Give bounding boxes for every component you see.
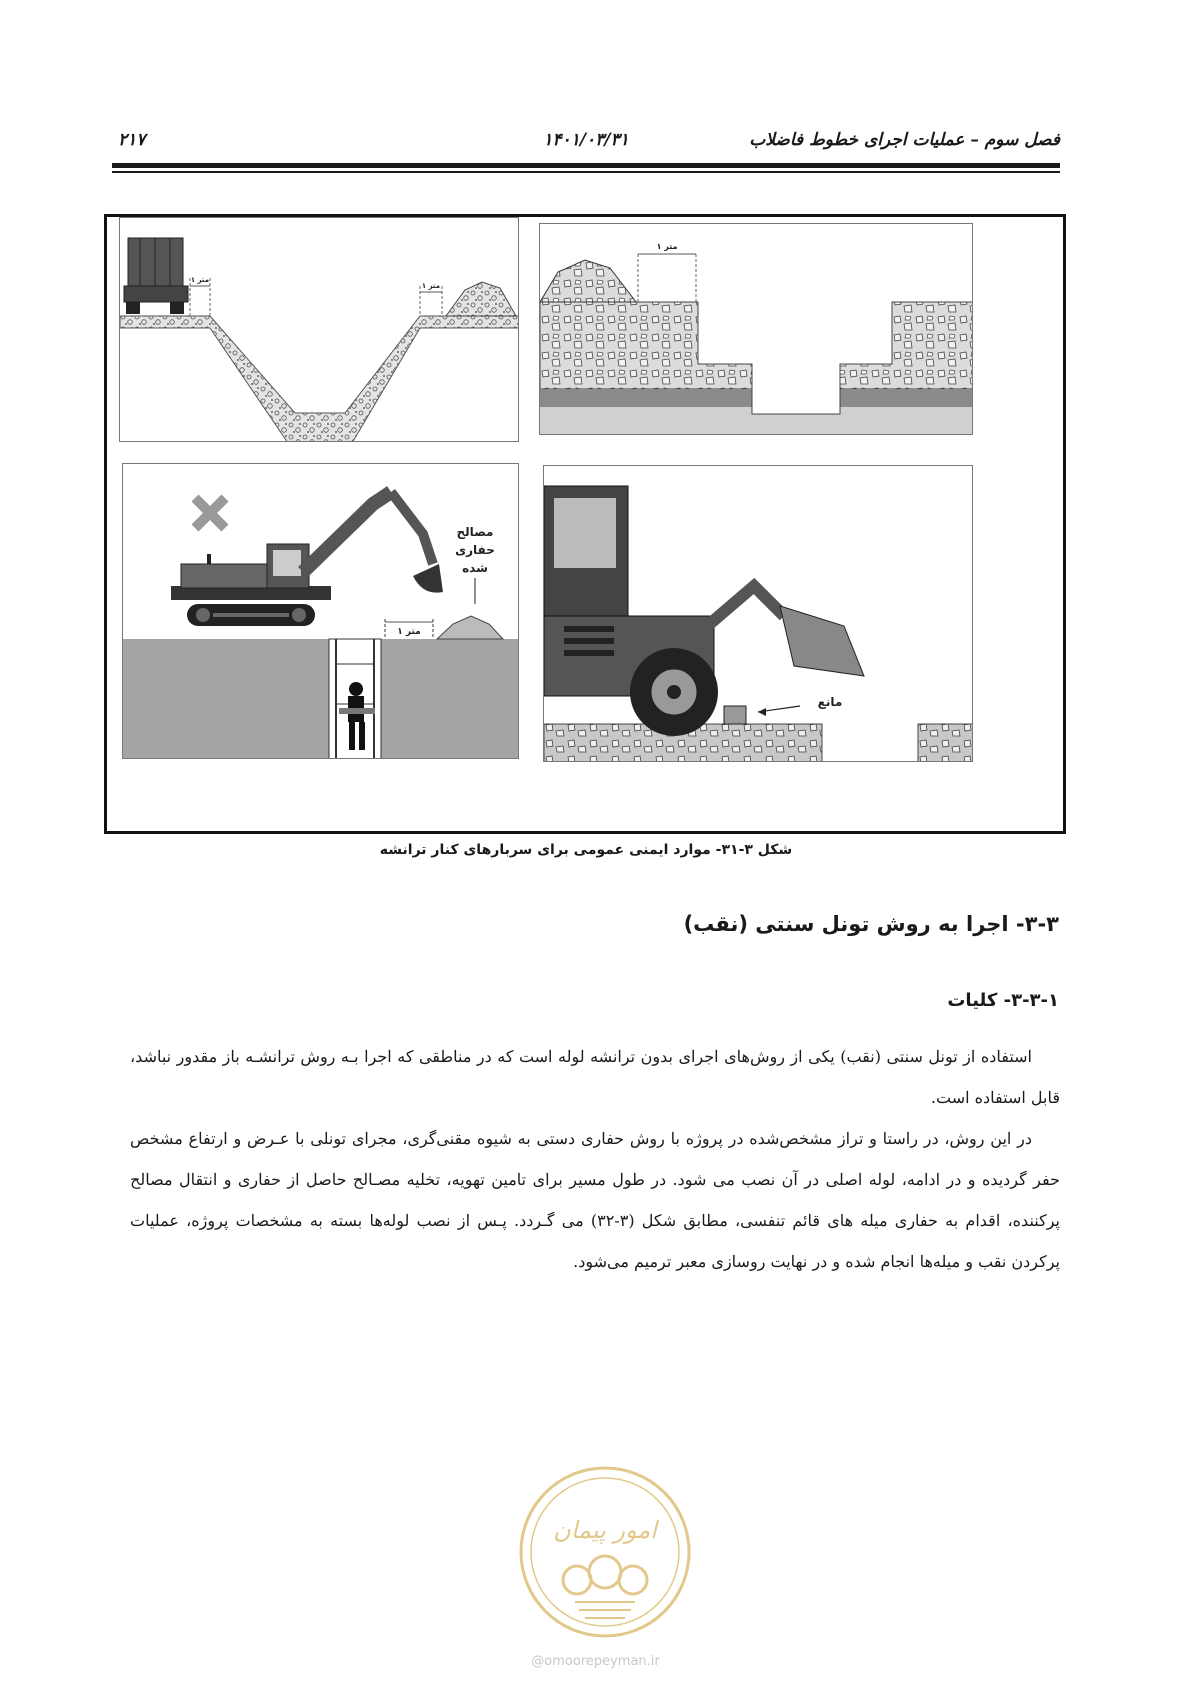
panel-excavator [122,463,519,759]
panel-loader [543,465,973,762]
header-rule-thin [112,171,1060,173]
watermark-stamp [505,1452,705,1652]
ground [123,639,519,759]
stamp-text: امور پیمان [553,1516,657,1544]
body-text [130,1036,1060,1282]
spoil-pile [446,282,516,316]
trench-floor [752,389,840,414]
excavated-material-label-3: شده [462,561,488,575]
one-meter-label-step: ۱ متر [656,242,678,251]
trench-soil [120,316,519,442]
obstacle-block [724,706,746,724]
rock-layer-right [840,302,973,389]
header-date: ۱۴۰۱/۰۳/۳۱ [543,130,629,150]
chapter-title: فصل سوم – عملیات اجرای خطوط فاضلاب [749,130,1060,150]
ground-right [918,724,973,762]
excavated-material-label-1: مصالح [456,525,494,539]
panel-step-trench [539,223,973,435]
spoil-pile-excavator [437,616,503,639]
page-header [112,128,1060,158]
panel-v-trench [119,217,519,442]
x-mark-icon [195,498,225,528]
loader [544,486,864,736]
figure-frame [104,214,1066,834]
excavated-material-label-2: حفاری [455,543,495,557]
one-meter-label-left: ۱ متر [190,276,210,284]
obstacle-label: مانع [817,695,843,709]
section-heading: ۳-۳- اجرا به روش تونل سنتی (نقب) [683,912,1059,936]
paragraph-2: در این روش، در راستا و تراز مشخص‌شده در پروژه با روش حفاری دستی به شیوه مقنی‌گری، مجرای تونلی با عـرض و ارتفاع مشخص حفر گردیده و در ادامه، لوله اصلی در آن نصب می شود. در طول مسیر برای تامین تهویه، تخلیه مصـالح حاصل از حفاری و انتقال مصالح پرکننده، اقدام به حفاری میله های قائم تنفسی، مطابق شکل (۳-۳۲) می گـردد. پـس از نصب لوله‌ها بسته به مشخصات پروژه، عملیات پرکردن نقب و میله‌ها انجام شده و در نهایت روسازی معبر ترمیم می‌شود. [130,1129,1060,1271]
header-rule-thick [112,163,1060,168]
one-meter-label-excavator: ۱ متر [397,627,421,637]
stamp-url: @omoorepeyman.ir [531,1654,660,1669]
figure-caption: شکل ۳-۳۱- موارد ایمنی عمومی برای سربارهای کنار ترانشه [379,842,793,858]
dump-truck [124,238,188,314]
one-meter-label-right: ۱ متر [421,282,441,290]
subsection-heading: ۳-۳-۱- کلیات [947,990,1059,1011]
spoil-pile-step [540,260,636,302]
page-number: ۲۱۷ [118,130,146,150]
paragraph-1: استفاده از تونل سنتی (نقب) یکی از روش‌های اجرای بدون ترانشه لوله است که در مناطقی که اجرا بـه روش ترانشـه باز مقدور نباشد، قابل استفاده است. [130,1047,1060,1107]
rock-layer-left [540,302,752,389]
